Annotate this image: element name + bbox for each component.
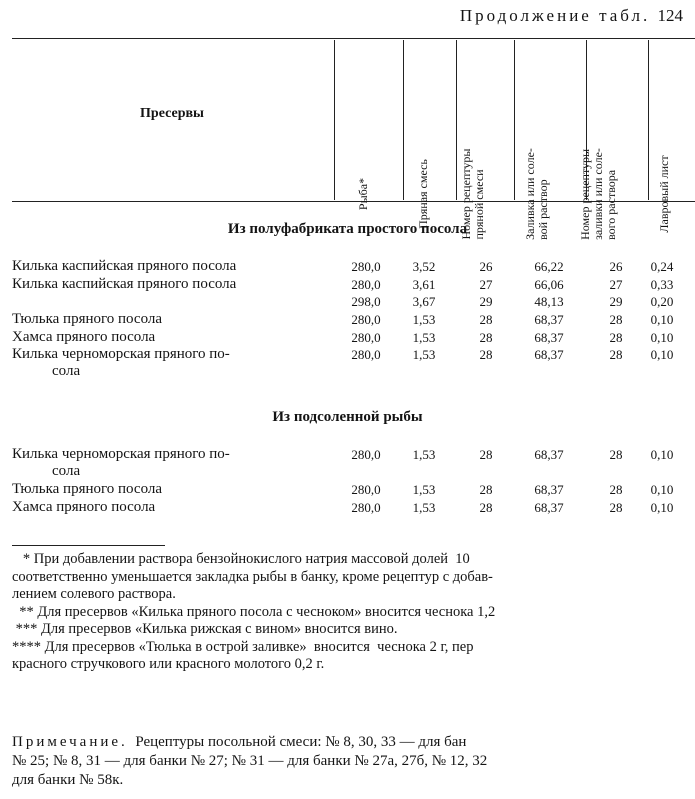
row-value: 27 (609, 277, 623, 292)
row-value: 28 (609, 330, 623, 345)
row-value: 66,06 (534, 277, 564, 292)
table-row (12, 258, 695, 276)
row-name: Килька черноморская пряного по- (12, 346, 230, 362)
row-value: 29 (479, 294, 493, 309)
row-name-continuation: сола (52, 363, 81, 379)
table-top-rule (12, 38, 695, 39)
table-row (12, 499, 695, 517)
row-value: 0,20 (650, 294, 674, 309)
column-header (520, 40, 580, 240)
row-value: 1,53 (412, 330, 436, 345)
continuation-text: Продолжение табл. (459, 6, 651, 25)
row-value: 0,10 (650, 500, 674, 515)
row-value: 48,13 (534, 294, 564, 309)
row-value: 0,24 (650, 259, 674, 274)
row-value: 1,53 (412, 312, 436, 327)
row-value: 1,53 (412, 482, 436, 497)
column-header-line: Рыба* (356, 177, 370, 211)
row-name: Тюлька пряного посола (12, 481, 163, 497)
footnotes (12, 551, 688, 674)
column-header-line: пряной смеси (472, 169, 486, 240)
row-value: 28 (479, 447, 493, 462)
row-value: 280,0 (351, 330, 381, 345)
row-value: 68,37 (534, 482, 564, 497)
row-value: 26 (479, 259, 493, 274)
row-value: 28 (609, 482, 623, 497)
row-value: 0,33 (650, 277, 674, 292)
row-value: 280,0 (351, 447, 381, 462)
row-name: Хамса пряного посола (12, 499, 156, 515)
header-main-column: Пресервы (140, 106, 204, 121)
column-header-line: Номер рецептуры (578, 148, 592, 240)
row-value: 68,37 (534, 500, 564, 515)
row-value: 280,0 (351, 347, 381, 362)
table-row (12, 311, 695, 329)
row-value: 28 (609, 347, 623, 362)
row-name: Килька каспийская пряного посола (12, 258, 237, 274)
note (12, 733, 692, 790)
column-header-line: вой раствор (536, 179, 550, 240)
row-name: Тюлька пряного посола (12, 311, 163, 327)
row-value: 28 (609, 312, 623, 327)
section-title: Из подсоленной рыбы (272, 409, 423, 425)
row-value: 0,10 (650, 330, 674, 345)
row-value: 28 (479, 482, 493, 497)
footnote-rule (12, 545, 165, 546)
row-value: 28 (479, 500, 493, 515)
column-header-line: Заливка или соле- (523, 148, 537, 240)
table-number: 124 (657, 6, 683, 25)
note-line: для банки № 58к. (12, 772, 124, 788)
row-value: 28 (609, 500, 623, 515)
footnote-line: красного стручкового или красного молотого 0,2 г. (12, 656, 325, 672)
column-divider (334, 40, 335, 200)
row-value: 0,10 (650, 347, 674, 362)
footnote-line: *** Для пресервов «Килька рижская с вином» вносится вино. (12, 621, 398, 637)
row-value: 280,0 (351, 500, 381, 515)
row-value: 3,67 (412, 294, 436, 309)
column-header-line: Пряная смесь (416, 159, 430, 229)
row-name: Хамса пряного посола (12, 329, 156, 345)
column-header (400, 40, 460, 229)
row-value: 0,10 (650, 482, 674, 497)
note-line: № 25; № 8, 31 — для банки № 27; № 31 — для банки № 27а, 27б, № 12, 32 (12, 753, 488, 769)
row-value: 68,37 (534, 312, 564, 327)
footnote-line: лением солевого раствора. (12, 586, 176, 602)
table-row (12, 346, 695, 379)
row-value: 66,22 (534, 259, 564, 274)
column-header (456, 40, 516, 240)
column-header-text (357, 178, 370, 210)
row-value: 1,53 (412, 500, 436, 515)
row-value: 298,0 (351, 294, 381, 309)
footnote-line: * При добавлении раствора бензойнокислого натрия массовой долей 10 (12, 551, 470, 567)
row-value: 28 (479, 312, 493, 327)
note-line: Рецептуры посольной смеси: № 8, 30, 33 — для бан (135, 734, 467, 750)
row-value: 68,37 (534, 330, 564, 345)
row-value: 3,52 (412, 259, 436, 274)
row-value: 28 (609, 447, 623, 462)
row-name: Килька черноморская пряного по- (12, 446, 230, 462)
footnote-line: **** Для пресервов «Тюлька в острой заливке» вносится чеснока 2 г, пер (12, 638, 474, 655)
table-row (12, 446, 695, 479)
row-value: 0,10 (650, 312, 674, 327)
row-value: 28 (479, 330, 493, 345)
row-value: 68,37 (534, 447, 564, 462)
row-value: 0,10 (650, 447, 674, 462)
row-value: 27 (479, 277, 493, 292)
row-value: 3,61 (412, 277, 436, 292)
table-row (12, 329, 695, 347)
row-value: 280,0 (351, 277, 381, 292)
row-value: 280,0 (351, 312, 381, 327)
column-header-line: вого раствора (604, 169, 618, 240)
row-value: 1,53 (412, 347, 436, 362)
footnote-line: соответственно уменьшается закладка рыбы в банку, кроме рецептур с добав- (12, 568, 493, 585)
row-value: 26 (609, 259, 623, 274)
row-value: 68,37 (534, 347, 564, 362)
column-header-text (417, 159, 430, 229)
table-row (12, 293, 695, 311)
column-header-line: Номер рецептуры (459, 148, 473, 240)
row-value: 1,53 (412, 447, 436, 462)
column-header-line: Лавровый лист (657, 155, 671, 233)
continuation-label (460, 6, 683, 26)
section-title: Из полуфабриката простого посола (227, 221, 468, 237)
row-name-continuation: сола (52, 463, 81, 479)
footnote-line: ** Для пресервов «Килька пряного посола с чесноком» вносится чеснока 1,2 (12, 603, 496, 620)
table-row (12, 481, 695, 499)
column-header (578, 40, 648, 240)
column-header (340, 40, 400, 211)
column-header (641, 40, 695, 233)
note-label: Примечание. (12, 734, 128, 750)
row-value: 280,0 (351, 482, 381, 497)
row-name: Килька каспийская пряного посола (12, 276, 237, 292)
column-header-line: заливки или соле- (591, 148, 605, 240)
row-value: 280,0 (351, 259, 381, 274)
row-value: 29 (609, 294, 623, 309)
row-value: 28 (479, 347, 493, 362)
table-row (12, 276, 695, 294)
